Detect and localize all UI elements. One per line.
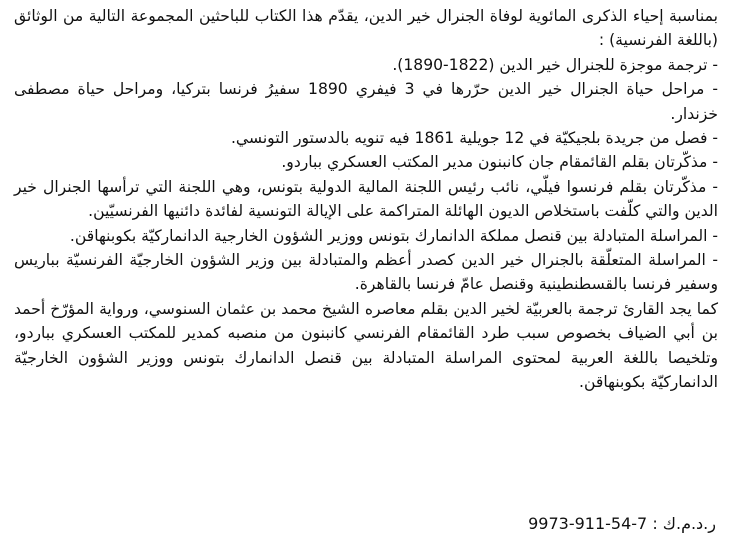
body-text bbox=[14, 4, 718, 395]
list-item: - فصل من جريدة بلجيكيّة في 12 جويلية 1861 فيه تنويه بالدستور التونسي. bbox=[230, 129, 718, 148]
isbn-number: 9973-911-54-7 bbox=[528, 514, 648, 533]
isbn-line bbox=[528, 513, 716, 535]
list-item: - مذكّرتان بقلم القائمقام جان كانبنون مدير المكتب العسكري بباردو. bbox=[281, 153, 718, 172]
list-item: - المراسلة المتبادلة بين قنصل مملكة الدانمارك بتونس ووزير الشؤون الخارجية الدانماركيّة بكوبنهاقن. bbox=[69, 226, 718, 245]
list-item: - مراحل حياة الجنرال خير الدين حرّرها في 3 فيفري 1890 سفيرُ فرنسا بتركيا، ومراحل حياة مصطفى خزندار. bbox=[14, 80, 719, 123]
closing-paragraph: كما يجد القارئ ترجمة بالعربيّة لخير الدين بقلم معاصره الشيخ محمد بن عثمان السنوسي، ورواية المؤرّخ أحمد بن أبي الضياف بخصوص سبب طرد القائمقام الفرنسي كانبنون من منصبه كمدير للمكتب العسكري بباردو، وتلخيصا باللغة العربية لمحتوى المراسلة المتبادلة بين قنصل الدانمارك بتونس ووزير الشؤون الخارجيّة الدانماركيّة بكوبنهاقن. bbox=[14, 299, 718, 392]
list-item: - مذكّرتان بقلم فرنسوا فيلّي، نائب رئيس اللجنة المالية الدولية بتونس، وهي اللجنة التي ترأسها الجنرال خير الدين والتي كلّفت باستخلاص الديون الهائلة المتراكمة على الإيالة التونسية لفائدة دائنيها الفرنسيّين. bbox=[14, 177, 718, 221]
list-item: - ترجمة موجزة للجنرال خير الدين (1822-1890). bbox=[392, 55, 718, 74]
list-item: - المراسلة المتعلّقة بالجنرال خير الدين كصدر أعظم والمتبادلة بين وزير الشؤون الخارجيّة الفرنسيّة بباريس وسفير فرنسا بالقسطنطينية وقنصل عامّ فرنسا بالقاهرة. bbox=[14, 251, 718, 294]
intro-paragraph: بمناسبة إحياء الذكرى المائوية لوفاة الجنرال خير الدين، يقدّم هذا الكتاب للباحثين المجموعة التالية من الوثائق (باللغة الفرنسية) : bbox=[14, 7, 718, 50]
isbn-label: ر.د.م.ك : bbox=[652, 514, 716, 533]
